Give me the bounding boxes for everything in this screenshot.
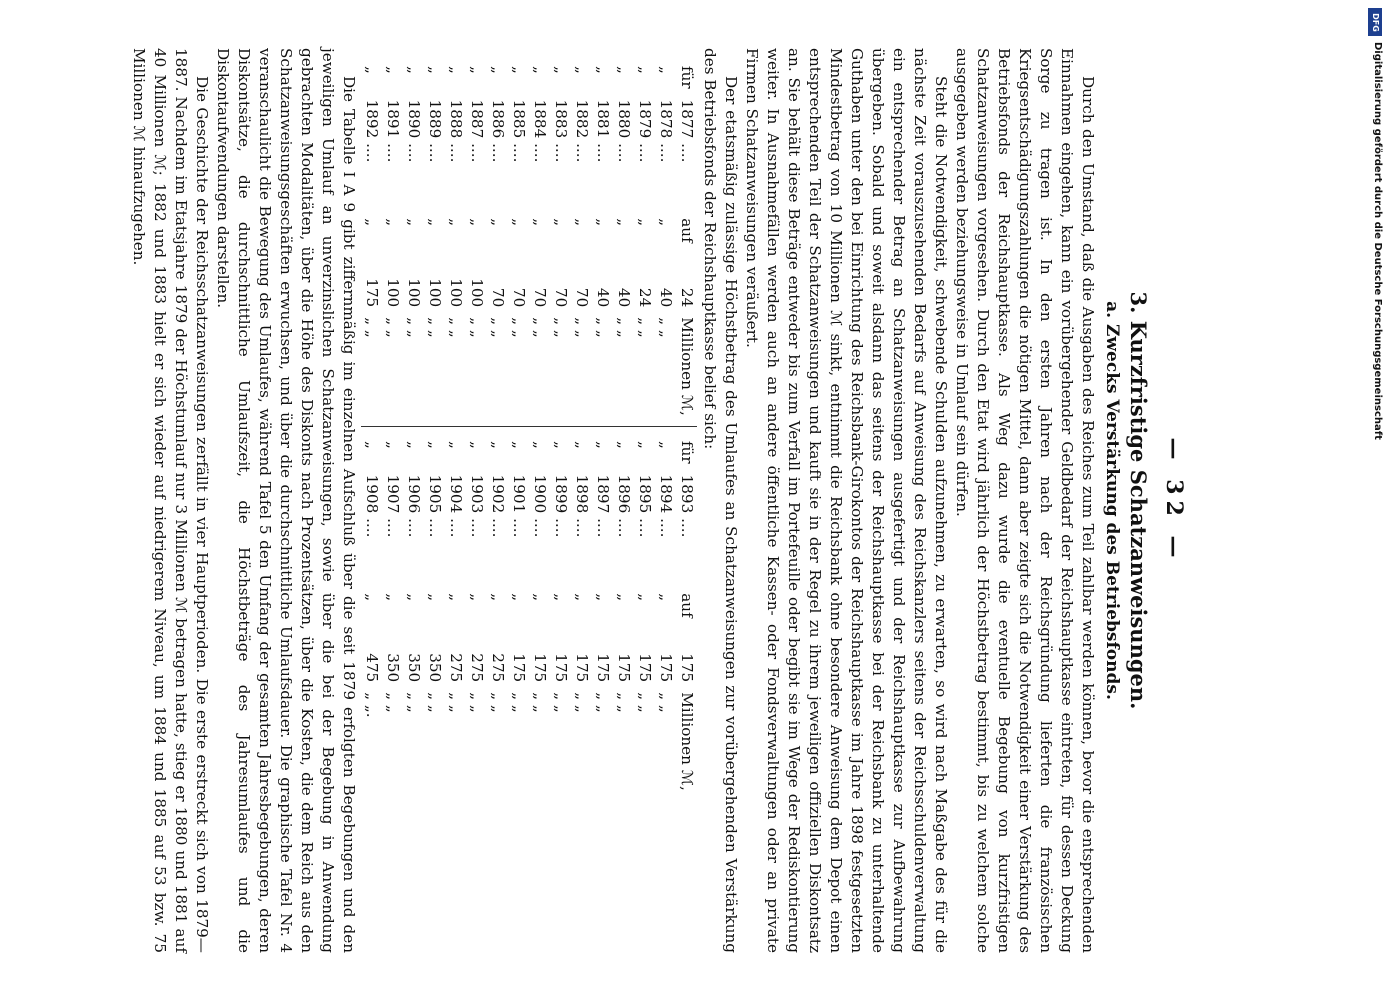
table-cell-unit: „ „: [615, 317, 633, 338]
table-cell-value: 100: [426, 278, 444, 308]
table-row: [361, 441, 382, 801]
table-row: [676, 441, 697, 801]
table-row: [613, 66, 634, 426]
table-cell-value: 175: [678, 653, 696, 683]
table-cell-year: 1880 ....: [615, 99, 633, 163]
table-cell-auf: „: [615, 218, 633, 227]
table-cell-year: 1890 ....: [405, 99, 423, 163]
table-cell-pre: „: [531, 66, 549, 74]
table-cell-pre: „: [573, 66, 591, 74]
table-cell-auf: „: [531, 593, 549, 602]
table-cell-year: 1902 ....: [489, 474, 507, 538]
table-cell-pre: „: [657, 66, 675, 74]
table-row: [487, 66, 508, 426]
paragraph: Der etatsmäßig zulässige Höchstbetrag des Umlaufes an Schatzanweisungen zur vorübergehenden Verstärkung des Betriebsfonds der Reichshauptkasse belief sich:: [701, 48, 740, 953]
table-cell-auf: „: [384, 593, 402, 602]
table-cell-year: 1879 ....: [636, 99, 654, 163]
table-row: [634, 66, 655, 426]
table-cell-year: 1895 ....: [636, 474, 654, 538]
table-row: [445, 441, 466, 801]
table-cell-unit: „ „: [573, 692, 591, 713]
table-cell-unit: „ „: [447, 692, 465, 713]
limits-table: [361, 66, 697, 953]
table-cell-value: 70: [552, 287, 570, 308]
table-cell-pre: „: [468, 441, 486, 449]
table-row: [466, 66, 487, 426]
table-cell-pre: „: [447, 441, 465, 449]
table-cell-auf: auf: [678, 593, 696, 618]
table-cell-auf: „: [510, 218, 528, 227]
table-row: [466, 441, 487, 801]
table-cell-unit: „ „: [573, 317, 591, 338]
table-cell-value: 275: [468, 653, 486, 683]
table-cell-pre: „: [426, 66, 444, 74]
table-cell-unit: „ „: [510, 317, 528, 338]
table-cell-year: 1901 ....: [510, 474, 528, 538]
table-cell-year: 1900 ....: [531, 474, 549, 538]
table-cell-value: 175: [531, 653, 549, 683]
table-cell-unit: „ „: [447, 317, 465, 338]
table-cell-year: 1893 ....: [678, 474, 696, 538]
table-column-left: [361, 66, 697, 426]
table-cell-unit: Millionen ℳ,: [678, 692, 696, 791]
table-row: [592, 66, 613, 426]
table-cell-value: 100: [384, 278, 402, 308]
section-heading: 3. Kurzfristige Schatzanweisungen.: [1126, 291, 1151, 710]
table-cell-auf: „: [489, 593, 507, 602]
table-cell-unit: „ „: [594, 692, 612, 713]
table-cell-auf: „: [594, 218, 612, 227]
table-cell-year: 1908 ....: [363, 474, 381, 538]
table-cell-value: 70: [489, 287, 507, 308]
table-cell-pre: „: [510, 441, 528, 449]
table-row: [613, 441, 634, 801]
table-cell-pre: „: [447, 66, 465, 74]
table-row: [655, 66, 676, 426]
table-row: [382, 441, 403, 801]
table-cell-pre: „: [363, 66, 381, 74]
table-row: [592, 441, 613, 801]
table-cell-year: 1894 ....: [657, 474, 675, 538]
table-cell-pre: „: [615, 66, 633, 74]
table-cell-value: 175: [636, 653, 654, 683]
table-cell-value: 100: [468, 278, 486, 308]
table-cell-pre: „: [405, 441, 423, 449]
table-cell-pre: „: [636, 66, 654, 74]
table-cell-auf: auf: [678, 218, 696, 243]
table-cell-pre: für: [678, 441, 696, 464]
table-cell-pre: „: [552, 441, 570, 449]
table-row: [403, 441, 424, 801]
table-cell-unit: „ „: [636, 692, 654, 713]
table-cell-unit: „ „: [657, 692, 675, 713]
table-cell-pre: „: [594, 441, 612, 449]
table-cell-auf: „: [489, 218, 507, 227]
table-cell-value: 100: [405, 278, 423, 308]
table-cell-pre: „: [573, 441, 591, 449]
table-cell-value: 175: [552, 653, 570, 683]
table-cell-unit: „ „: [531, 317, 549, 338]
table-cell-unit: „ „: [552, 317, 570, 338]
table-row: [571, 441, 592, 801]
table-row: [403, 66, 424, 426]
table-cell-auf: „: [426, 593, 444, 602]
table-cell-value: 275: [447, 653, 465, 683]
table-cell-pre: „: [489, 66, 507, 74]
table-cell-pre: „: [384, 66, 402, 74]
table-cell-value: 175: [573, 653, 591, 683]
table-row: [508, 441, 529, 801]
table-cell-value: 175: [657, 653, 675, 683]
table-cell-unit: „ „: [384, 692, 402, 713]
table-cell-year: 1889 ....: [426, 99, 444, 163]
table-cell-pre: „: [384, 441, 402, 449]
table-cell-year: 1906 ....: [405, 474, 423, 538]
table-cell-pre: „: [363, 441, 381, 449]
table-cell-value: 24: [678, 287, 696, 308]
digitization-credit: Digitalisierung gefördert durch die Deutsche Forschungsgemeinschaft: [1372, 42, 1383, 440]
table-cell-unit: „ „: [468, 692, 486, 713]
table-row: [445, 66, 466, 426]
table-cell-auf: „: [657, 593, 675, 602]
table-cell-value: 175: [510, 653, 528, 683]
table-cell-auf: „: [510, 593, 528, 602]
table-cell-unit: „ „: [636, 317, 654, 338]
table-cell-pre: für: [678, 66, 696, 89]
table-cell-unit: „ „: [426, 317, 444, 338]
table-cell-value: 40: [615, 287, 633, 308]
table-cell-unit: „ „: [510, 692, 528, 713]
table-cell-auf: „: [615, 593, 633, 602]
table-column-right: [361, 426, 697, 801]
table-cell-unit: „ „: [531, 692, 549, 713]
section-subheading: a. Zwecks Verstärkung des Betriebsfonds.: [1102, 301, 1122, 700]
table-cell-auf: „: [384, 218, 402, 227]
table-row: [634, 441, 655, 801]
table-cell-pre: „: [636, 441, 654, 449]
table-cell-year: 1904 ....: [447, 474, 465, 538]
table-cell-value: 175: [615, 653, 633, 683]
table-cell-value: 275: [489, 653, 507, 683]
table-cell-auf: „: [405, 218, 423, 227]
table-cell-unit: „ „: [426, 692, 444, 713]
paragraph: Die Geschichte der Reichsschatzanweisungen zerfällt in vier Hauptperioden. Die erste erstreckt sich von 1879—1887. Nachdem im Etatsjahre 1879 der Höchstumlauf nur 3 Millionen ℳ betragen hatte, stieg er 1880 und 1881 auf 40 Millionen ℳ; 1882 und 1883 hielt er sich wieder auf niedrigerem Niveau, um 1884 und 1885 auf 53 bzw. 75 Millionen ℳ hinaufzugehen.: [130, 48, 211, 953]
table-cell-year: 1891 ....: [384, 99, 402, 163]
table-cell-year: 1898 ....: [573, 474, 591, 538]
table-cell-pre: „: [615, 441, 633, 449]
table-row: [529, 66, 550, 426]
table-cell-year: 1883 ....: [552, 99, 570, 163]
table-cell-pre: „: [405, 66, 423, 74]
table-cell-auf: „: [636, 593, 654, 602]
table-row: [424, 66, 445, 426]
table-row: [508, 66, 529, 426]
table-cell-year: 1899 ....: [552, 474, 570, 538]
table-cell-unit: „ „: [363, 317, 381, 338]
table-cell-value: 350: [426, 653, 444, 683]
table-cell-value: 100: [447, 278, 465, 308]
table-cell-year: 1887 ....: [468, 99, 486, 163]
table-cell-unit: „ „.: [363, 692, 381, 718]
table-cell-auf: „: [468, 593, 486, 602]
table-cell-value: 70: [573, 287, 591, 308]
table-cell-value: 24: [636, 287, 654, 308]
table-cell-auf: „: [657, 218, 675, 227]
table-cell-unit: „ „: [405, 692, 423, 713]
table-cell-unit: „ „: [552, 692, 570, 713]
table-cell-auf: „: [426, 218, 444, 227]
table-cell-unit: „ „: [657, 317, 675, 338]
table-cell-auf: „: [363, 593, 381, 602]
table-row: [529, 441, 550, 801]
table-cell-year: 1882 ....: [573, 99, 591, 163]
table-row: [487, 441, 508, 801]
paragraph: Die Tabelle I A 9 gibt ziffernmäßig im einzelnen Aufschluß über die seit 1879 erfolgten Begebungen und den jeweiligen Umlauf an unverzinslichen Schatzanweisungen, sowie über die bei der Begebung in Anwendung gebrachten Modalitäten, über die Höhe des Diskonts nach Prozentsätzen, über die Kosten, die dem Reich aus den Schatzanweisungsgeschäften erwuchsen, und über die durchschnittliche Umlaufsdauer. Die graphische Tafel Nr. 4 veranschaulicht die Bewegung des Umlaufes, während Tafel 5 den Umfang der gesamten Jahresbegebungen, deren Diskontsätze, die durchschnittliche Umlaufszeit, die Höchstbeträge des Jahresumlaufes und die Diskontaufwendungen darstellen.: [214, 48, 358, 953]
table-row: [676, 66, 697, 426]
page-number: — 32 —: [1161, 437, 1187, 564]
table-cell-auf: „: [594, 593, 612, 602]
table-cell-year: 1885 ....: [510, 99, 528, 163]
table-row: [382, 66, 403, 426]
page-content: [128, 48, 1187, 953]
table-cell-auf: „: [447, 593, 465, 602]
table-cell-auf: „: [447, 218, 465, 227]
table-cell-value: 350: [405, 653, 423, 683]
table-cell-pre: „: [552, 66, 570, 74]
table-cell-auf: „: [531, 218, 549, 227]
table-cell-value: 175: [594, 653, 612, 683]
table-row: [550, 66, 571, 426]
book-page: [130, 0, 1215, 1000]
table-cell-pre: „: [468, 66, 486, 74]
table-cell-year: 1888 ....: [447, 99, 465, 163]
table-cell-year: 1897 ....: [594, 474, 612, 538]
table-cell-pre: „: [489, 441, 507, 449]
table-cell-auf: „: [363, 218, 381, 227]
table-row: [550, 441, 571, 801]
table-cell-pre: „: [426, 441, 444, 449]
table-cell-year: 1884 ....: [531, 99, 549, 163]
table-cell-unit: „ „: [489, 317, 507, 338]
table-cell-auf: „: [573, 218, 591, 227]
table-cell-year: 1903 ....: [468, 474, 486, 538]
table-cell-year: 1892 ....: [363, 99, 381, 163]
table-cell-value: 475: [363, 653, 381, 683]
table-row: [655, 441, 676, 801]
table-cell-unit: „ „: [615, 692, 633, 713]
table-cell-auf: „: [468, 218, 486, 227]
table-cell-year: 1907 ....: [384, 474, 402, 538]
table-cell-pre: „: [510, 66, 528, 74]
paragraph: Durch den Umstand, daß die Ausgaben des Reiches zum Teil zahlbar werden können, bevor die entsprechenden Einnahmen eingehen, kann ein vorübergehender Geldbedarf der Reichshauptkasse eintreten, für dessen Deckung Sorge zu tragen ist. In den ersten Jahren nach der Reichsgründung lieferten die französischen Kriegsentschädigungszahlungen die nötigen Mittel, dann aber zeigte sich die Notwendigkeit einer Verstärkung des Betriebsfonds der Reichshauptkasse. Als Weg dazu wurde die eventuelle Begebung von kurzfristigen Schatzanweisungen vorgesehen. Durch den Etat wird jährlich der Höchstbetrag bestimmt, bis zu welchem solche ausgegeben werden beziehungsweise in Umlauf sein dürfen.: [953, 48, 1097, 953]
table-cell-auf: „: [552, 593, 570, 602]
table-cell-auf: „: [405, 593, 423, 602]
table-cell-pre: „: [594, 66, 612, 74]
table-cell-unit: „ „: [384, 317, 402, 338]
table-cell-auf: „: [552, 218, 570, 227]
table-cell-year: 1886 ....: [489, 99, 507, 163]
table-cell-value: 40: [594, 287, 612, 308]
table-cell-unit: Millionen ℳ,: [678, 317, 696, 416]
table-cell-year: 1881 ....: [594, 99, 612, 163]
table-cell-value: 70: [510, 287, 528, 308]
table-row: [361, 66, 382, 426]
table-cell-unit: „ „: [594, 317, 612, 338]
table-cell-year: 1877 ....: [678, 99, 696, 163]
table-cell-auf: „: [573, 593, 591, 602]
table-cell-unit: „ „: [405, 317, 423, 338]
table-cell-unit: „ „: [489, 692, 507, 713]
table-cell-value: 175: [363, 278, 381, 308]
table-cell-year: 1878 ....: [657, 99, 675, 163]
dfg-logo: DFG: [1368, 8, 1382, 36]
table-cell-unit: „ „: [468, 317, 486, 338]
table-cell-auf: „: [636, 218, 654, 227]
table-row: [424, 441, 445, 801]
table-cell-value: 70: [531, 287, 549, 308]
table-cell-year: 1905 ....: [426, 474, 444, 538]
table-cell-value: 350: [384, 653, 402, 683]
table-cell-pre: „: [657, 441, 675, 449]
table-cell-value: 40: [657, 287, 675, 308]
table-row: [571, 66, 592, 426]
paragraph: Steht die Notwendigkeit, schwebende Schulden aufzunehmen, zu erwarten, so wird nach Maßgabe des für die nächste Zeit vorauszusehenden Bedarfs auf Anweisung des Reichskanzlers seitens der Reichsschuldenverwaltung ein entsprechender Betrag an Schatzanweisungen ausgefertigt und der Reichshauptkasse zur Aufbewahrung übergeben. Sobald und soweit alsdann das seitens der Reichshauptkasse bei der Reichsbank zu unterhaltende Guthaben unter den bei Einrichtung des Reichsbank-Girokontos der Reichshauptkasse im Jahre 1898 festgesetzten Mindestbetrag von 10 Millionen ℳ sinkt, entnimmt die Reichsbank ohne besondere Anweisung dem Depot einen entsprechenden Teil der Schatzanweisungen und kauft sie in der Regel zu ihrem jeweiligen offiziellen Diskontsatz an. Sie behält diese Beträge entweder bis zum Verfall im Portefeuille oder begibt sie im Wege der Rediskontierung weiter. In Ausnahmefällen werden auch an andere öffentliche Kassen- oder Fondsverwaltungen oder an private Firmen Schatzanweisungen veräußert.: [743, 48, 950, 953]
table-cell-pre: „: [531, 441, 549, 449]
table-cell-year: 1896 ....: [615, 474, 633, 538]
